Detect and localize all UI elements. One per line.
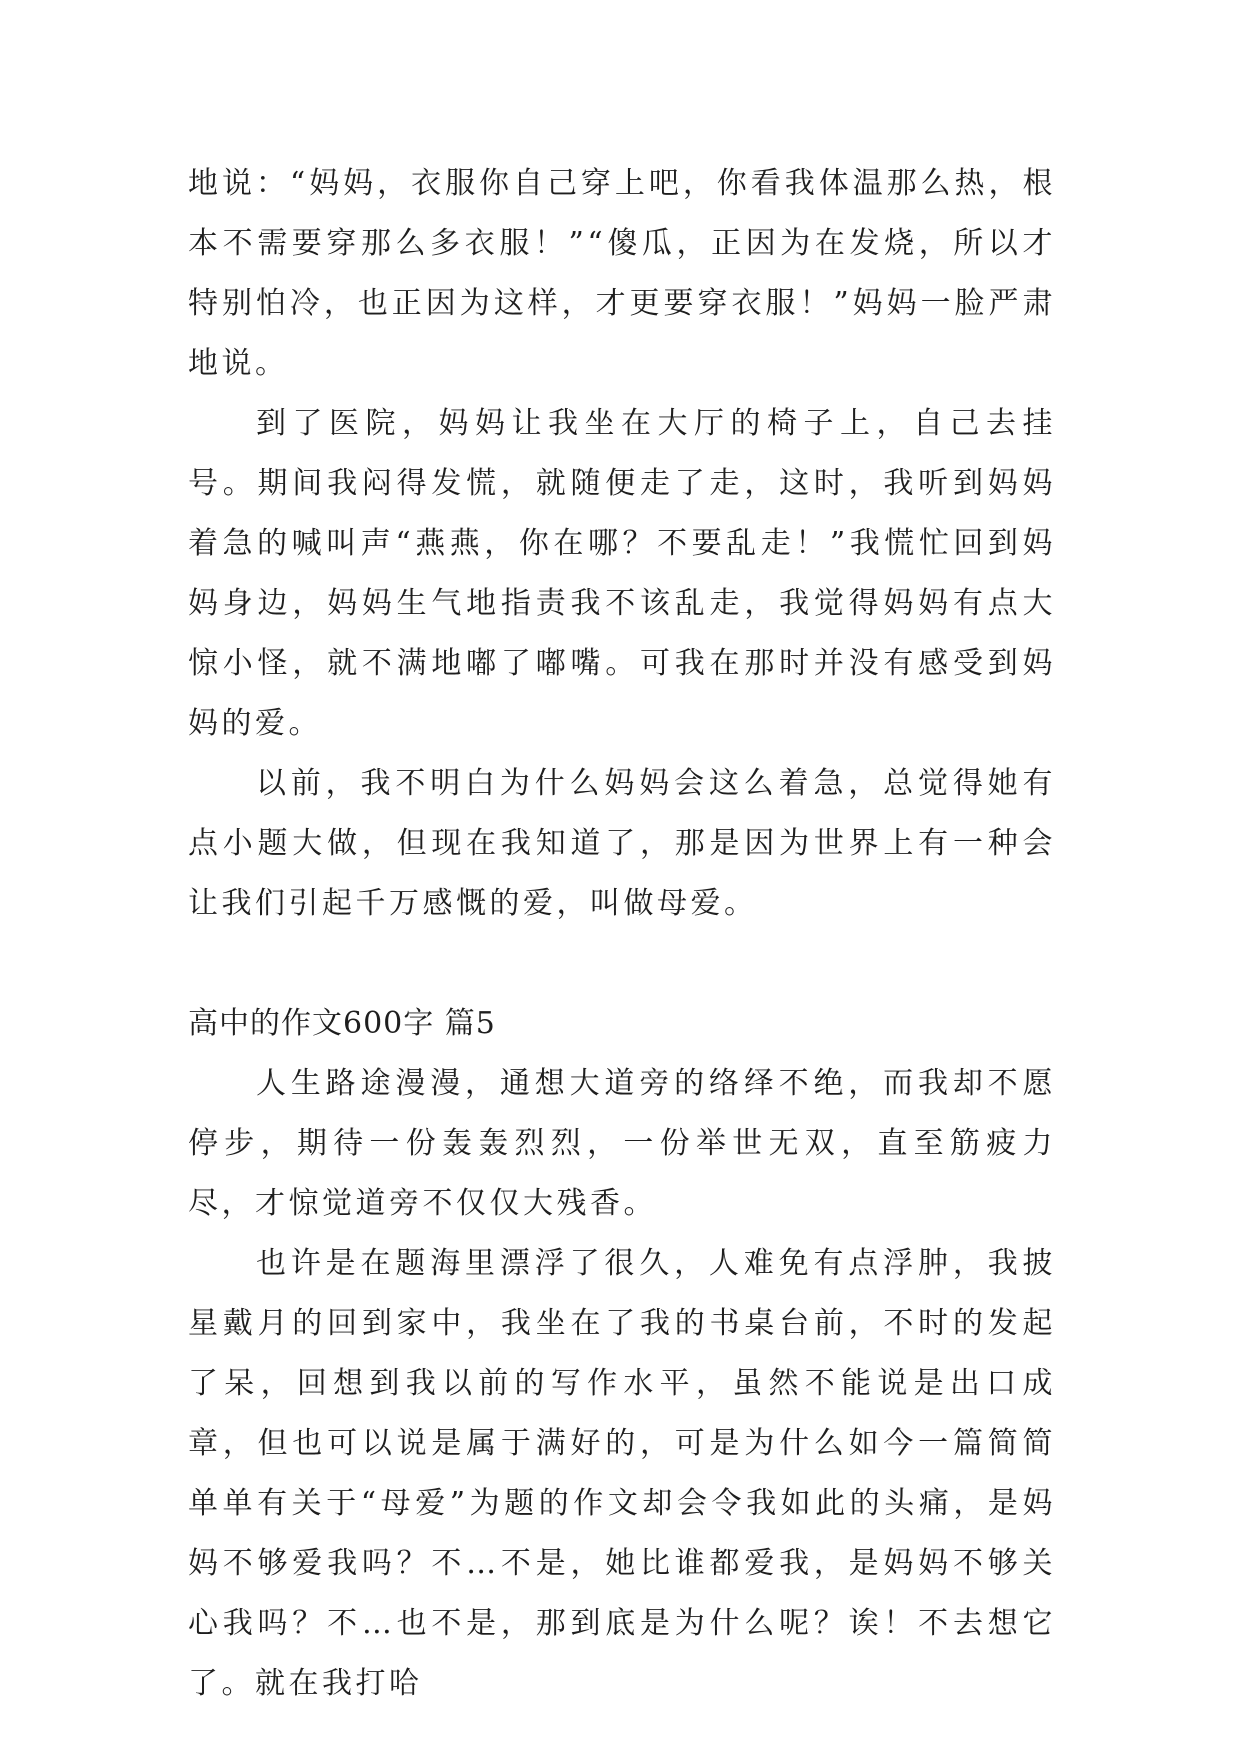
paragraph-study-sea: 也许是在题海里漂浮了很久，人难免有点浮肿，我披星戴月的回到家中，我坐在了我的书桌台前，不时的发起了呆，回想到我以前的写作水平，虽然不能说是出口成章，但也可以说是属于满好的，可是为什么如今一篇简简单单有关于“母爱”为题的作文却会令我如此的头痛，是妈妈不够爱我吗？不…不是，她比谁都爱我，是妈妈不够关心我吗？不…也不是，那到底是为什么呢？诶！不去想它了。就在我打哈 — [188, 1246, 1056, 1701]
section-heading: 高中的作文600字 篇5 — [188, 1006, 496, 1041]
paragraph-reflection: 以前，我不明白为什么妈妈会这么着急，总觉得她有点小题大做，但现在我知道了，那是因为世界上有一种会让我们引起千万感慨的爱，叫做母爱。 — [188, 766, 1056, 921]
paragraph-life-road: 人生路途漫漫，通想大道旁的络绎不绝，而我却不愿停步，期待一份轰轰烈烈，一份举世无双，直至筋疲力尽，才惊觉道旁不仅仅大残香。 — [188, 1066, 1056, 1221]
paragraph-continuation: 地说：“妈妈，衣服你自己穿上吧，你看我体温那么热，根本不需要穿那么多衣服！”“傻瓜，正因为在发烧，所以才特别怕冷，也正因为这样，才更要穿衣服！”妈妈一脸严肃地说。 — [188, 166, 1056, 381]
document-page — [188, 154, 1056, 1714]
paragraph-hospital: 到了医院，妈妈让我坐在大厅的椅子上，自己去挂号。期间我闷得发慌，就随便走了走，这时，我听到妈妈着急的喊叫声“燕燕，你在哪？不要乱走！”我慌忙回到妈妈身边，妈妈生气地指责我不该乱走，我觉得妈妈有点大惊小怪，就不满地嘟了嘟嘴。可我在那时并没有感受到妈妈的爱。 — [188, 406, 1056, 741]
